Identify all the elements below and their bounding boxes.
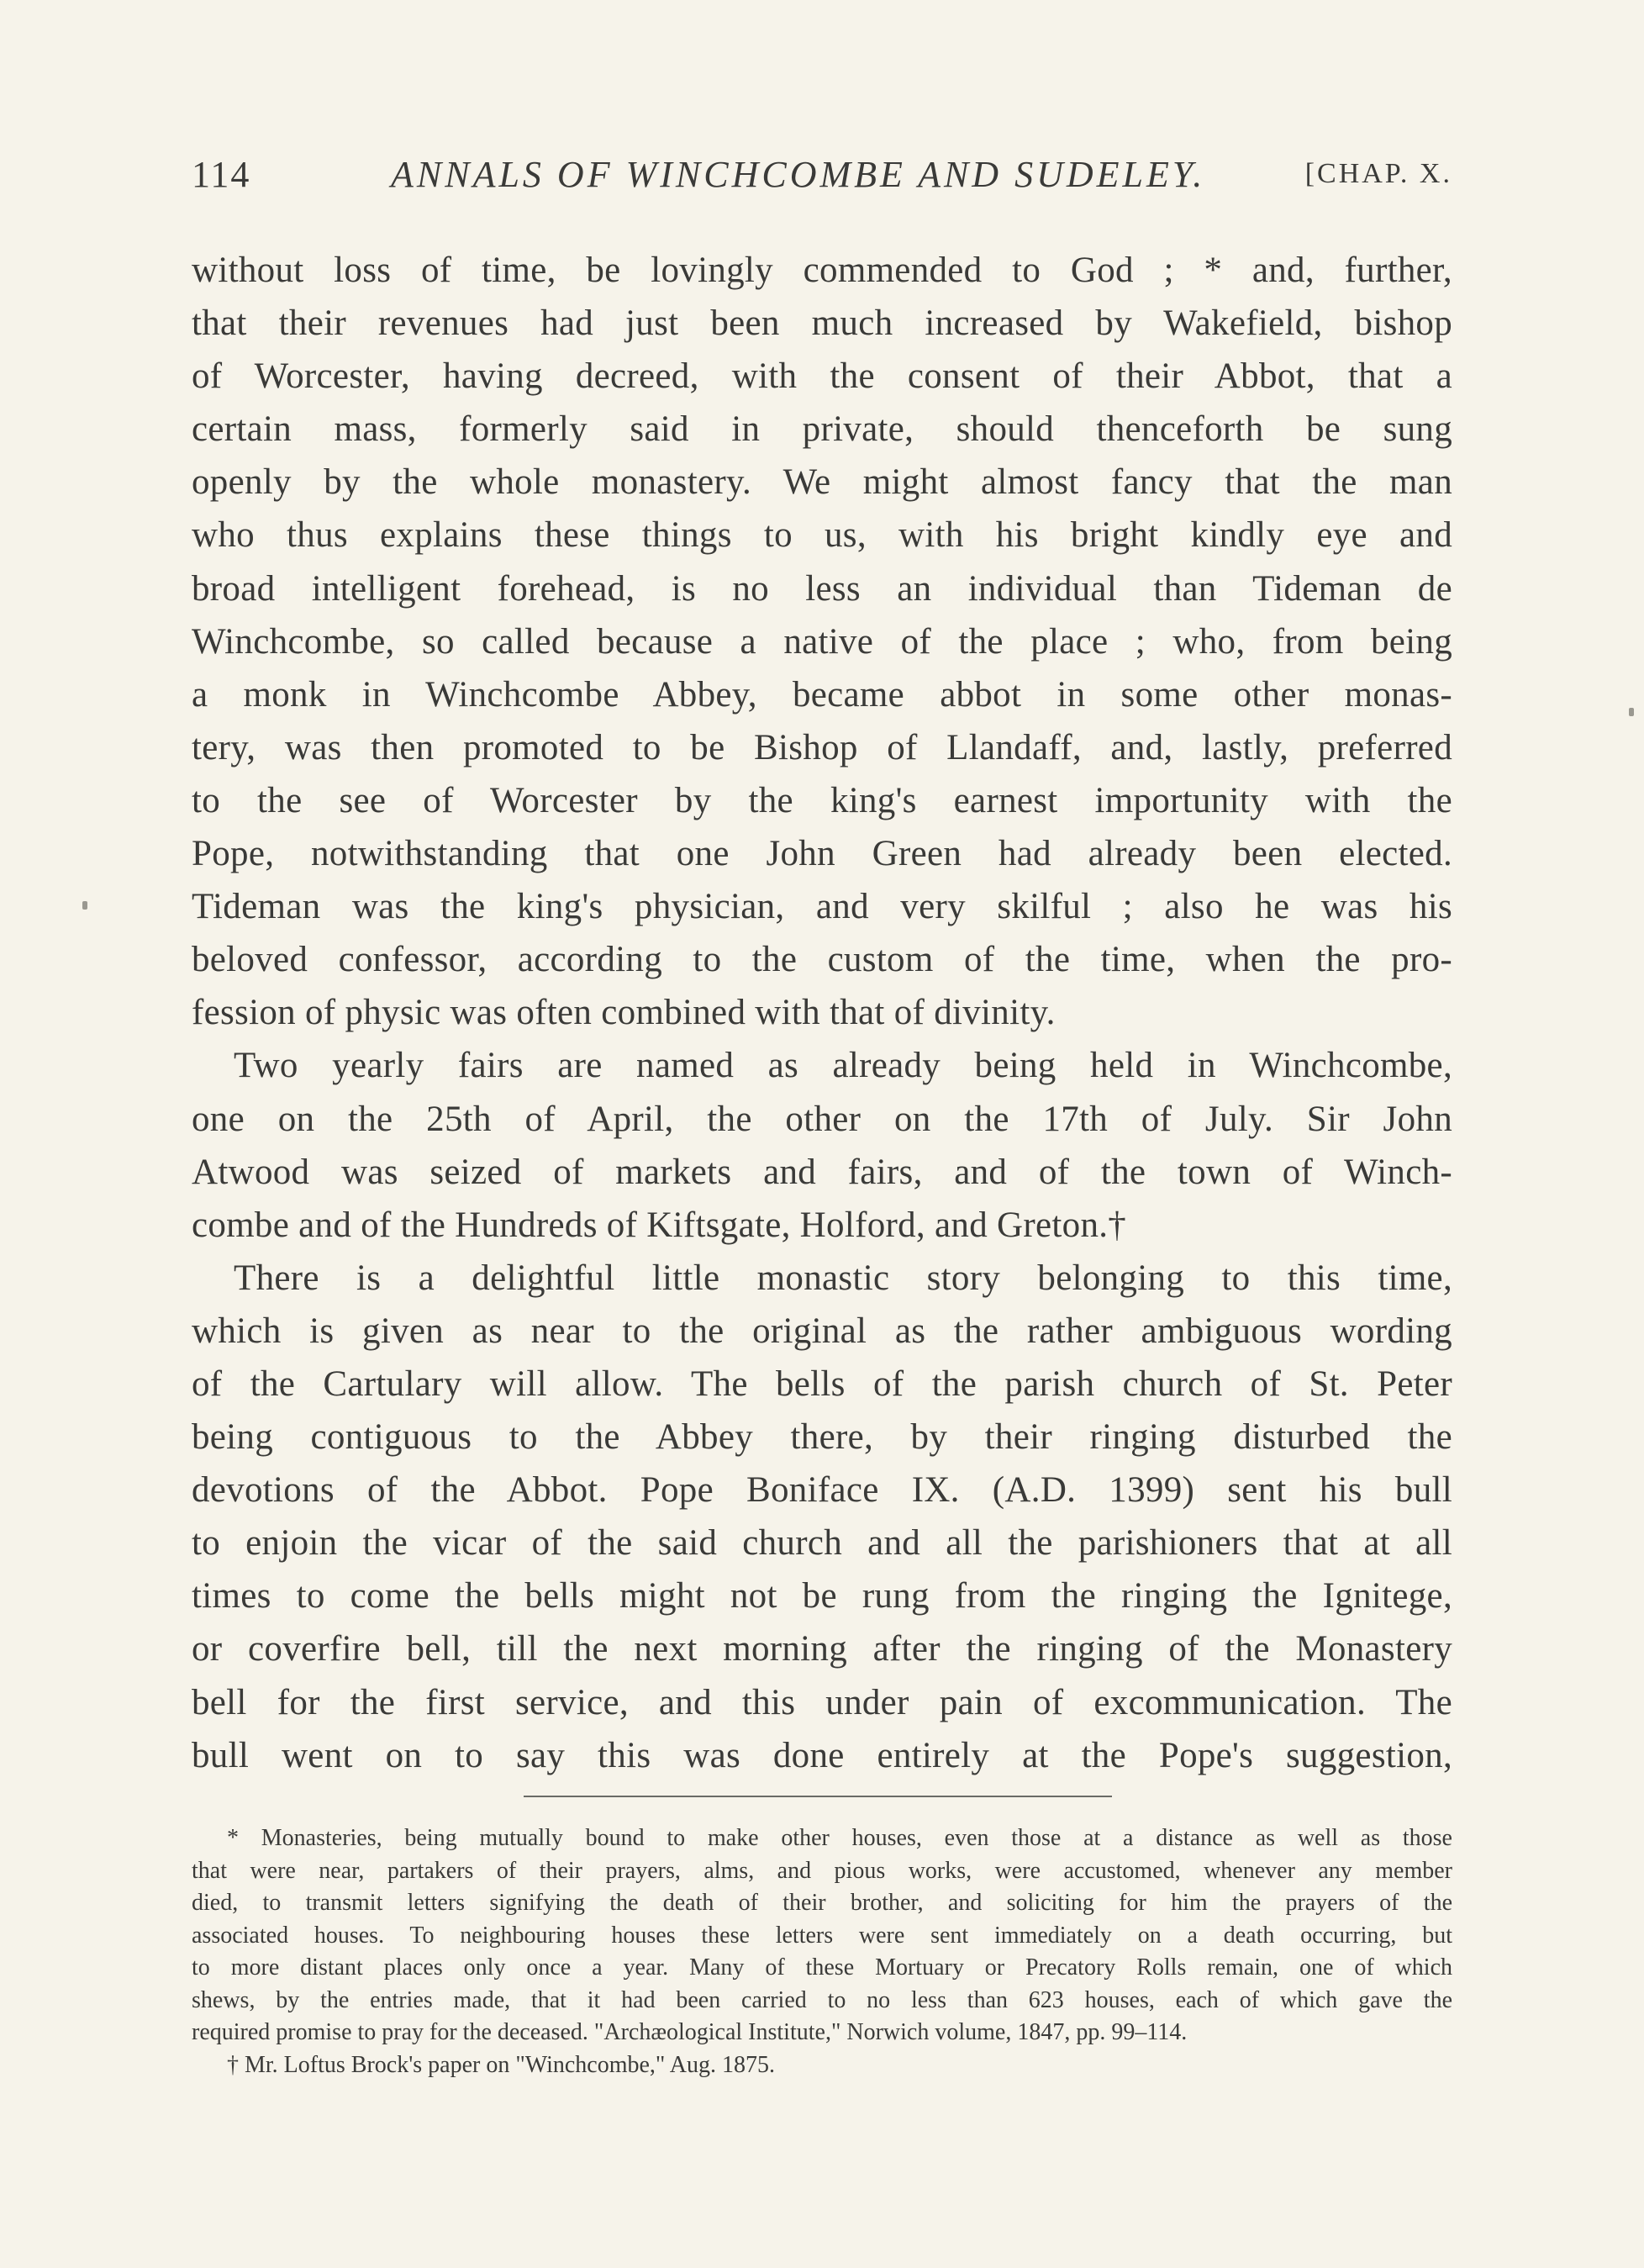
text-line: being contiguous to the Abbey there, by their ringing disturbed the	[192, 1417, 1452, 1458]
text-line: or coverfire bell, till the next morning after the ringing of the Monastery	[192, 1629, 1452, 1669]
text-line: bell for the first service, and this under pain of excommunication. The	[192, 1682, 1452, 1722]
footnote-line: to more distant places only once a year. Many of these Mortuary or Precatory Rolls remain, one of which	[192, 1954, 1452, 1981]
footnote-line: shews, by the entries made, that it had been carried to no less than 623 houses, each of which gave the	[192, 1986, 1452, 2013]
text-line: Atwood was seized of markets and fairs, and of the town of Winch-	[192, 1152, 1452, 1192]
page-header	[192, 153, 1452, 203]
footnote-line: † Mr. Loftus Brock's paper on "Winchcombe," Aug. 1875.	[227, 2051, 776, 2078]
text-line: certain mass, formerly said in private, should thenceforth be sung	[192, 409, 1452, 450]
chapter-label: [CHAP. X.	[1304, 158, 1452, 189]
footnote-line: required promise to pray for the deceased. "Archæological Institute," Norwich volume, 1847, pp. 99–114.	[192, 2019, 1188, 2045]
text-line: that their revenues had just been much increased by Wakefield, bishop	[192, 303, 1452, 344]
text-line: devotions of the Abbot. Pope Boniface IX. (A.D. 1399) sent his bull	[192, 1470, 1452, 1511]
text-line: Two yearly fairs are named as already being held in Winchcombe,	[234, 1046, 1452, 1086]
text-line: broad intelligent forehead, is no less an individual than Tideman de	[192, 568, 1452, 609]
text-line: beloved confessor, according to the custom of the time, when the pro-	[192, 940, 1452, 980]
footnotes	[192, 1822, 1452, 2081]
text-line: to the see of Worcester by the king's earnest importunity with the	[192, 780, 1452, 820]
text-line: Tideman was the king's physician, and very skilful ; also he was his	[192, 887, 1452, 927]
text-line: of the Cartulary will allow. The bells of the parish church of St. Peter	[192, 1363, 1452, 1404]
text-line: times to come the bells might not be rung from the ringing the Ignitege,	[192, 1576, 1452, 1617]
footnote-line: died, to transmit letters signifying the death of their brother, and soliciting for him the prayers of the	[192, 1890, 1452, 1916]
text-line: Winchcombe, so called because a native of the place ; who, from being	[192, 621, 1452, 662]
page-number: 114	[192, 154, 251, 195]
footnote-line: associated houses. To neighbouring houses these letters were sent immediately on a death occurring, but	[192, 1922, 1452, 1949]
text-line: which is given as near to the original as the rather ambiguous wording	[192, 1311, 1452, 1351]
margin-mark	[1629, 708, 1634, 716]
text-line: tery, was then promoted to be Bishop of Llandaff, and, lastly, preferred	[192, 727, 1452, 767]
text-line: Pope, notwithstanding that one John Green had already been elected.	[192, 834, 1452, 874]
text-line: of Worcester, having decreed, with the consent of their Abbot, that a	[192, 356, 1452, 397]
text-line: who thus explains these things to us, with his bright kindly eye and	[192, 515, 1452, 556]
text-line: bull went on to say this was done entirely at the Pope's suggestion,	[192, 1735, 1452, 1775]
margin-mark	[82, 901, 87, 910]
running-title: ANNALS OF WINCHCOMBE AND SUDELEY.	[391, 154, 1206, 195]
footnote-line: * Monasteries, being mutually bound to make other houses, even those at a distance as well as those	[227, 1825, 1452, 1851]
text-line: a monk in Winchcombe Abbey, became abbot in some other monas-	[192, 674, 1452, 715]
footnote-divider	[524, 1796, 1112, 1797]
text-line: combe and of the Hundreds of Kiftsgate, Holford, and Greton.†	[192, 1205, 1127, 1245]
text-line: fession of physic was often combined with that of divinity.	[192, 993, 1056, 1033]
footnote-line: that were near, partakers of their prayers, alms, and pious works, were accustomed, whenever any member	[192, 1857, 1452, 1884]
text-line: openly by the whole monastery. We might almost fancy that the man	[192, 462, 1452, 503]
text-line: There is a delightful little monastic story belonging to this time,	[234, 1258, 1452, 1298]
body-text	[192, 244, 1452, 1782]
text-line: without loss of time, be lovingly commended to God ; * and, further,	[192, 251, 1452, 290]
text-line: to enjoin the vicar of the said church and all the parishioners that at all	[192, 1523, 1452, 1564]
text-line: one on the 25th of April, the other on the 17th of July. Sir John	[192, 1099, 1452, 1139]
